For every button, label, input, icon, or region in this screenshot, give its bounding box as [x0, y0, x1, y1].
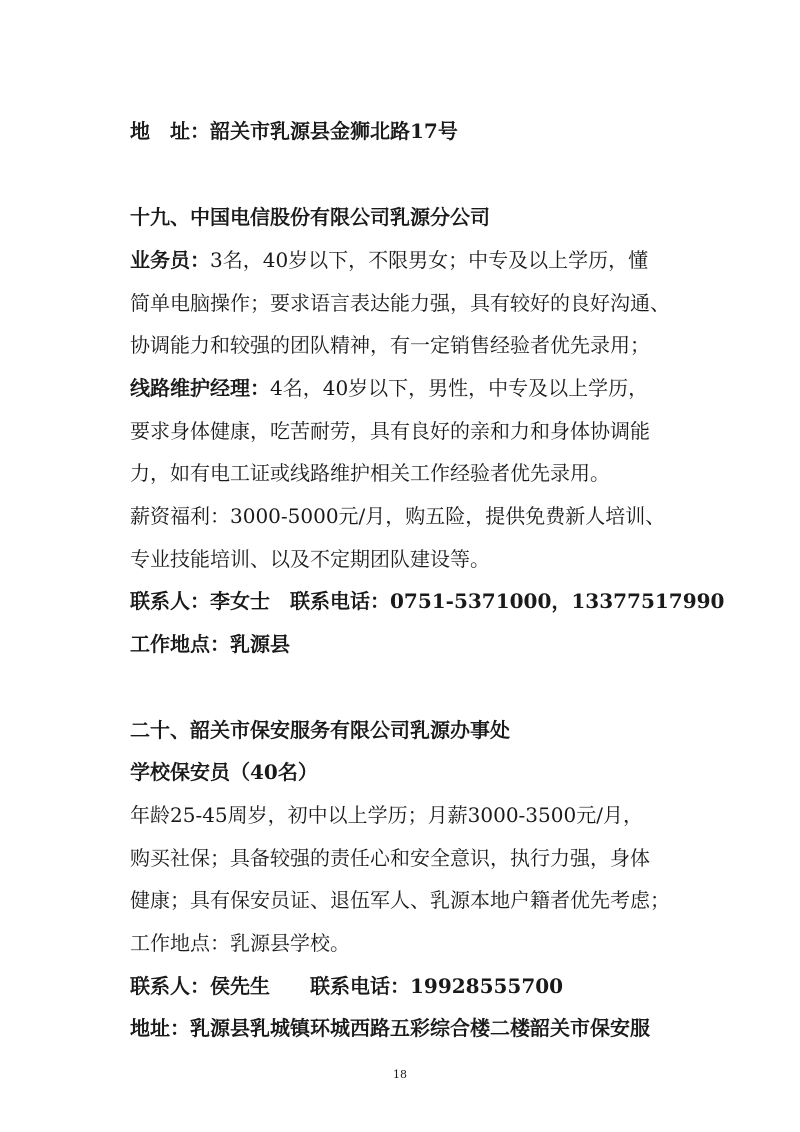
address-line-security: 地址：乳源县乳城镇环城西路五彩综合楼二楼韶关市保安服 [130, 1016, 650, 1040]
paragraph-line: 简单电脑操作；要求语言表达能力强，具有较好的良好沟通、 [130, 291, 670, 315]
work-location-security: 工作地点：乳源县学校。 [130, 931, 350, 955]
salary-benefits-line: 薪资福利：3000-5000元/月，购五险，提供免费新人培训、 [130, 504, 666, 528]
paragraph-line: 年龄25-45周岁，初中以上学历；月薪3000-3500元/月， [130, 803, 643, 827]
paragraph-line: 力，如有电工证或线路维护相关工作经验者优先录用。 [130, 461, 610, 485]
address-text: 韶关市乳源县金狮北路17号 [210, 119, 458, 143]
job-title-salesperson: 业务员： [130, 248, 210, 272]
job-title-line-manager: 线路维护经理： [130, 376, 270, 400]
paragraph-line [130, 374, 648, 402]
page-number: 18 [393, 1068, 407, 1081]
paragraph-line: 健康；具有保安员证、退伍军人、乳源本地户籍者优先考虑； [130, 888, 670, 912]
paragraph-line: 要求身体健康，吃苦耐劳，具有良好的亲和力和身体协调能 [130, 419, 650, 443]
contact-line-telecom: 联系人：李女士 联系电话：0751-5371000，13377517990 [130, 589, 725, 613]
paragraph-line [130, 246, 648, 274]
job-desc-line-manager: 4名，40岁以下，男性，中专及以上学历， [270, 376, 649, 400]
section-heading-telecom: 十九、中国电信股份有限公司乳源分公司 [130, 205, 490, 229]
section-heading-security: 二十、韶关市保安服务有限公司乳源办事处 [130, 718, 510, 742]
paragraph-line: 专业技能培训、以及不定期团队建设等。 [130, 547, 490, 571]
job-desc-salesperson: 3名，40岁以下，不限男女；中专及以上学历，懂 [210, 248, 649, 272]
job-title-school-guard: 学校保安员（40名） [130, 760, 318, 784]
contact-line-security: 联系人：侯先生 联系电话：19928555700 [130, 974, 564, 998]
address-line-rubber-co [130, 117, 458, 145]
work-location-telecom: 工作地点：乳源县 [130, 632, 290, 656]
paragraph-line: 购买社保；具备较强的责任心和安全意识，执行力强，身体 [130, 846, 650, 870]
address-label: 地 址： [130, 119, 210, 143]
paragraph-line: 协调能力和较强的团队精神，有一定销售经验者优先录用； [130, 333, 650, 357]
